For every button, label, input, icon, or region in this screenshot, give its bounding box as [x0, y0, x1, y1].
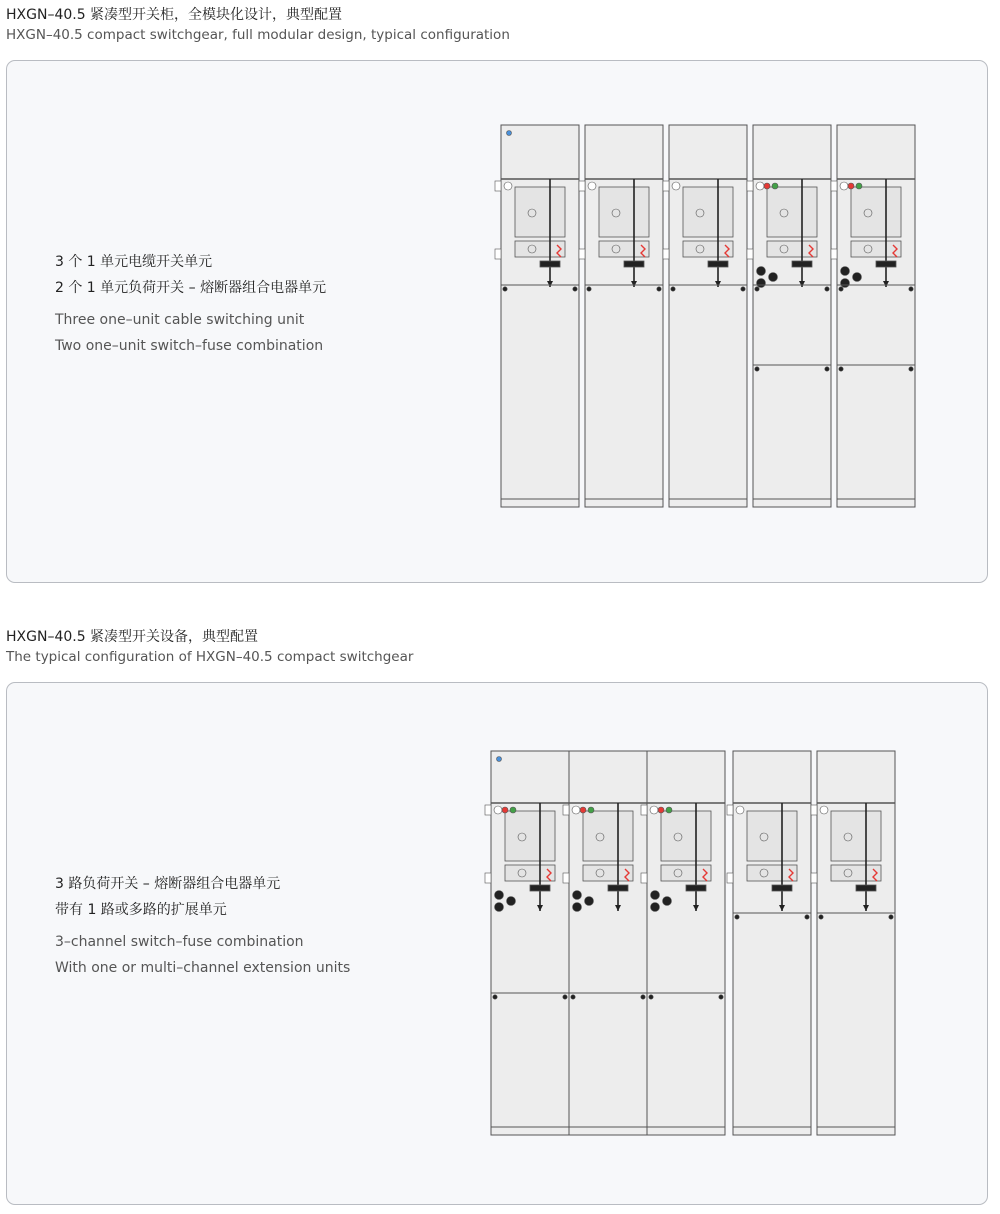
- terminal-block: [608, 885, 628, 891]
- red-indicator-icon: [764, 183, 770, 189]
- gauge-icon: [588, 182, 596, 190]
- section1-desc-en-1: Three one–unit cable switching unit: [55, 312, 305, 328]
- mimic-panel: [661, 811, 711, 861]
- door-lock-icon: [493, 995, 497, 999]
- terminal-block: [708, 261, 728, 267]
- door-lock-icon: [503, 287, 507, 291]
- hinge-icon: [831, 181, 837, 191]
- section2-card: [6, 682, 988, 1205]
- door-lock-icon: [657, 287, 661, 291]
- section2-desc-en-1: 3–channel switch–fuse combination: [55, 934, 304, 950]
- cabinet-frame: [585, 125, 663, 507]
- section1-subtitle: HXGN–40.5 compact switchgear, full modular design, typical configuration: [6, 27, 510, 43]
- section2-title: HXGN–40.5 紧凑型开关设备，典型配置: [6, 629, 259, 645]
- hinge-icon: [747, 181, 753, 191]
- mimic-panel: [505, 811, 555, 861]
- gauge-icon: [494, 806, 502, 814]
- operating-knob-icon: [495, 903, 504, 912]
- hinge-icon: [641, 873, 647, 883]
- gauge-icon: [504, 182, 512, 190]
- door-lock-icon: [825, 287, 829, 291]
- mimic-panel: [767, 187, 817, 237]
- section1-title: HXGN–40.5 紧凑型开关柜，全模块化设计，典型配置: [6, 7, 343, 23]
- mimic-panel: [831, 811, 881, 861]
- mimic-lower-panel: [515, 241, 565, 257]
- hinge-icon: [811, 873, 817, 883]
- section1-desc-en-2: Two one–unit switch–fuse combination: [55, 338, 324, 354]
- door-lock-icon: [755, 287, 759, 291]
- terminal-block: [540, 261, 560, 267]
- operating-knob-icon: [507, 897, 516, 906]
- hinge-icon: [579, 249, 585, 259]
- green-indicator-icon: [510, 807, 516, 813]
- red-indicator-icon: [658, 807, 664, 813]
- hinge-icon: [727, 873, 733, 883]
- mimic-lower-panel: [767, 241, 817, 257]
- mimic-panel: [747, 811, 797, 861]
- door-lock-icon: [573, 287, 577, 291]
- cabinet-frame: [669, 125, 747, 507]
- operating-knob-icon: [585, 897, 594, 906]
- operating-knob-icon: [495, 891, 504, 900]
- terminal-block: [530, 885, 550, 891]
- section2-desc-zh-1: 3 路负荷开关 – 熔断器组合电器单元: [55, 876, 281, 892]
- mimic-lower-panel: [599, 241, 649, 257]
- door-lock-icon: [587, 287, 591, 291]
- operating-knob-icon: [769, 273, 778, 282]
- hinge-icon: [663, 181, 669, 191]
- terminal-block: [876, 261, 896, 267]
- door-lock-icon: [839, 367, 843, 371]
- section2-desc-zh-2: 带有 1 路或多路的扩展单元: [55, 902, 227, 918]
- door-lock-icon: [909, 287, 913, 291]
- hinge-icon: [727, 805, 733, 815]
- green-indicator-icon: [772, 183, 778, 189]
- gauge-icon: [672, 182, 680, 190]
- hinge-icon: [563, 805, 569, 815]
- mimic-lower-panel: [661, 865, 711, 881]
- door-lock-icon: [805, 915, 809, 919]
- hinge-icon: [495, 181, 501, 191]
- operating-knob-icon: [651, 891, 660, 900]
- mimic-lower-panel: [583, 865, 633, 881]
- hinge-icon: [663, 249, 669, 259]
- door-lock-icon: [571, 995, 575, 999]
- gauge-icon: [736, 806, 744, 814]
- hinge-icon: [747, 249, 753, 259]
- mimic-panel: [599, 187, 649, 237]
- hinge-icon: [563, 873, 569, 883]
- green-indicator-icon: [666, 807, 672, 813]
- mimic-panel: [683, 187, 733, 237]
- red-indicator-icon: [502, 807, 508, 813]
- door-lock-icon: [641, 995, 645, 999]
- door-lock-icon: [839, 287, 843, 291]
- hinge-icon: [495, 249, 501, 259]
- red-indicator-icon: [848, 183, 854, 189]
- terminal-block: [856, 885, 876, 891]
- mimic-lower-panel: [683, 241, 733, 257]
- logo-icon: [507, 131, 512, 136]
- door-lock-icon: [563, 995, 567, 999]
- door-lock-icon: [755, 367, 759, 371]
- hinge-icon: [811, 805, 817, 815]
- hinge-icon: [485, 805, 491, 815]
- mimic-lower-panel: [505, 865, 555, 881]
- gauge-icon: [572, 806, 580, 814]
- green-indicator-icon: [856, 183, 862, 189]
- section2-subtitle: The typical configuration of HXGN–40.5 compact switchgear: [6, 649, 414, 665]
- section2-switchgear-drawing: [481, 745, 911, 1145]
- gauge-icon: [840, 182, 848, 190]
- operating-knob-icon: [757, 279, 766, 288]
- section1-desc-zh-2: 2 个 1 单元负荷开关 – 熔断器组合电器单元: [55, 280, 327, 296]
- mimic-panel: [851, 187, 901, 237]
- operating-knob-icon: [663, 897, 672, 906]
- hinge-icon: [579, 181, 585, 191]
- cabinet-frame: [753, 125, 831, 507]
- operating-knob-icon: [573, 903, 582, 912]
- mimic-lower-panel: [851, 241, 901, 257]
- operating-knob-icon: [841, 279, 850, 288]
- operating-knob-icon: [757, 267, 766, 276]
- section1-description: [55, 249, 326, 359]
- terminal-block: [686, 885, 706, 891]
- operating-knob-icon: [853, 273, 862, 282]
- door-lock-icon: [909, 367, 913, 371]
- red-indicator-icon: [580, 807, 586, 813]
- hinge-icon: [831, 249, 837, 259]
- door-lock-icon: [649, 995, 653, 999]
- hinge-icon: [485, 873, 491, 883]
- logo-icon: [497, 757, 502, 762]
- section1-card: [6, 60, 988, 583]
- door-lock-icon: [719, 995, 723, 999]
- terminal-block: [624, 261, 644, 267]
- operating-knob-icon: [841, 267, 850, 276]
- cabinet-frame: [817, 751, 895, 1135]
- gauge-icon: [820, 806, 828, 814]
- door-lock-icon: [825, 367, 829, 371]
- mimic-lower-panel: [831, 865, 881, 881]
- cabinet-frame: [733, 751, 811, 1135]
- door-lock-icon: [741, 287, 745, 291]
- terminal-block: [792, 261, 812, 267]
- door-lock-icon: [735, 915, 739, 919]
- mimic-panel: [515, 187, 565, 237]
- section2-desc-en-2: With one or multi–channel extension units: [55, 960, 351, 976]
- gauge-icon: [650, 806, 658, 814]
- terminal-block: [772, 885, 792, 891]
- section2-description: [55, 871, 350, 981]
- green-indicator-icon: [588, 807, 594, 813]
- operating-knob-icon: [651, 903, 660, 912]
- cabinet-frame: [501, 125, 579, 507]
- mimic-panel: [583, 811, 633, 861]
- door-lock-icon: [819, 915, 823, 919]
- operating-knob-icon: [573, 891, 582, 900]
- door-lock-icon: [889, 915, 893, 919]
- hinge-icon: [641, 805, 647, 815]
- gauge-icon: [756, 182, 764, 190]
- section1-switchgear-drawing: [491, 119, 931, 519]
- door-lock-icon: [671, 287, 675, 291]
- section1-desc-zh-1: 3 个 1 单元电缆开关单元: [55, 254, 213, 270]
- mimic-lower-panel: [747, 865, 797, 881]
- cabinet-frame: [837, 125, 915, 507]
